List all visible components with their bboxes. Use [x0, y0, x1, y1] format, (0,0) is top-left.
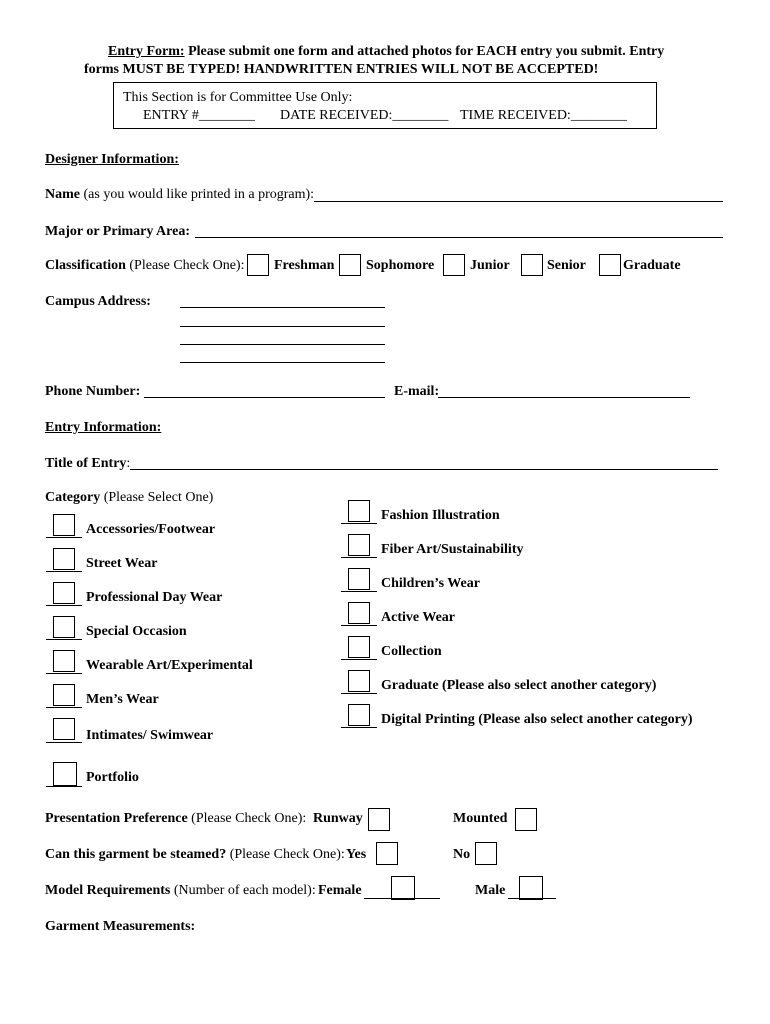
steam-label-row: [45, 847, 345, 863]
name-label: Name: [45, 187, 80, 202]
active-wear-underline: [341, 625, 377, 626]
graduate-category-underline: [341, 693, 377, 694]
collection-label: Collection: [381, 644, 442, 659]
committee-entry-number: ENTRY #________: [143, 108, 255, 123]
campus-address-line-3[interactable]: [180, 344, 385, 345]
entry-info-heading: Entry Information:: [45, 420, 162, 435]
portfolio-label: Portfolio: [86, 770, 139, 785]
graduate-checkbox[interactable]: [599, 254, 621, 276]
male-label: Male: [475, 883, 506, 898]
model-label-row: [45, 883, 316, 899]
campus-address-line-1[interactable]: [180, 307, 385, 308]
female-count-box[interactable]: [391, 876, 415, 900]
designer-info-heading: Designer Information:: [45, 152, 179, 167]
fiber-art-label: Fiber Art/Sustainability: [381, 542, 524, 557]
graduate-category-checkbox[interactable]: [348, 670, 370, 692]
committee-date-received: DATE RECEIVED:________: [280, 108, 449, 123]
presentation-hint: (Please Check One):: [187, 811, 307, 826]
female-count-underline: [364, 898, 440, 899]
special-occasion-label: Special Occasion: [86, 624, 187, 639]
title-of-entry-label: Title of Entry: [45, 456, 127, 471]
fashion-illustration-underline: [341, 523, 377, 524]
intimates-swimwear-checkbox[interactable]: [53, 718, 75, 740]
junior-checkbox[interactable]: [443, 254, 465, 276]
fiber-art-checkbox[interactable]: [348, 534, 370, 556]
form-title-label: Entry Form:: [108, 44, 185, 59]
name-field[interactable]: [314, 201, 723, 202]
freshman-checkbox[interactable]: [247, 254, 269, 276]
runway-checkbox[interactable]: [368, 808, 390, 831]
model-hint: (Number of each model):: [170, 883, 316, 898]
fashion-illustration-label: Fashion Illustration: [381, 508, 500, 523]
sophomore-label: Sophomore: [366, 258, 435, 273]
professional-day-wear-checkbox[interactable]: [53, 582, 75, 604]
active-wear-checkbox[interactable]: [348, 602, 370, 624]
wearable-art-underline: [46, 673, 82, 674]
phone-field[interactable]: [144, 397, 385, 398]
classification-hint: (Please Check One):: [125, 258, 245, 273]
portfolio-checkbox[interactable]: [53, 762, 77, 786]
accessories-checkbox[interactable]: [53, 514, 75, 536]
professional-day-wear-label: Professional Day Wear: [86, 590, 223, 605]
digital-printing-underline: [341, 727, 377, 728]
street-wear-checkbox[interactable]: [53, 548, 75, 570]
committee-time-received: TIME RECEIVED:________: [460, 108, 627, 123]
mens-wear-checkbox[interactable]: [53, 684, 75, 706]
campus-address-label: Campus Address:: [45, 294, 151, 309]
street-wear-label: Street Wear: [86, 556, 158, 571]
name-label-row: [45, 187, 314, 203]
steam-hint: (Please Check One):: [226, 847, 345, 862]
accessories-label: Accessories/Footwear: [86, 522, 216, 537]
category-hint: (Please Select One): [100, 490, 214, 505]
form-title-line2: forms MUST BE TYPED! HANDWRITTEN ENTRIES WILL NOT BE ACCEPTED!: [84, 62, 599, 77]
wearable-art-checkbox[interactable]: [53, 650, 75, 672]
mounted-label: Mounted: [453, 811, 508, 826]
senior-checkbox[interactable]: [521, 254, 543, 276]
digital-printing-checkbox[interactable]: [348, 704, 370, 726]
junior-label: Junior: [470, 258, 510, 273]
senior-label: Senior: [547, 258, 586, 273]
presentation-label-row: [45, 811, 306, 827]
intimates-swimwear-underline: [46, 742, 82, 743]
special-occasion-checkbox[interactable]: [53, 616, 75, 638]
campus-address-line-2[interactable]: [180, 326, 385, 327]
committee-use-box: [113, 82, 657, 129]
classification-label-row: [45, 258, 244, 274]
runway-label: Runway: [313, 811, 363, 826]
childrens-wear-checkbox[interactable]: [348, 568, 370, 590]
title-of-entry-field[interactable]: [130, 469, 718, 470]
childrens-wear-label: Children’s Wear: [381, 576, 480, 591]
accessories-underline: [46, 537, 82, 538]
mens-wear-label: Men’s Wear: [86, 692, 159, 707]
fashion-illustration-checkbox[interactable]: [348, 500, 370, 522]
steam-no-checkbox[interactable]: [475, 842, 497, 865]
female-label: Female: [318, 883, 362, 898]
portfolio-underline: [46, 786, 82, 787]
category-label: Category: [45, 490, 101, 505]
active-wear-label: Active Wear: [381, 610, 455, 625]
professional-day-wear-underline: [46, 605, 82, 606]
form-title: [84, 43, 684, 79]
childrens-wear-underline: [341, 591, 377, 592]
campus-address-line-4[interactable]: [180, 362, 385, 363]
intimates-swimwear-label: Intimates/ Swimwear: [86, 728, 214, 743]
committee-title: This Section is for Committee Use Only:: [123, 90, 353, 105]
mounted-checkbox[interactable]: [515, 808, 537, 831]
email-label: E-mail:: [394, 384, 440, 399]
male-count-underline: [508, 898, 556, 899]
steam-no-label: No: [453, 847, 471, 862]
male-count-box[interactable]: [519, 876, 543, 900]
special-occasion-underline: [46, 639, 82, 640]
title-of-entry-row: [45, 456, 130, 472]
model-label: Model Requirements: [45, 883, 171, 898]
major-field[interactable]: [195, 237, 723, 238]
graduate-category-label: Graduate (Please also select another category): [381, 678, 657, 693]
steam-yes-label: Yes: [346, 847, 367, 862]
wearable-art-label: Wearable Art/Experimental: [86, 658, 253, 673]
category-label-row: [45, 490, 213, 506]
classification-label: Classification: [45, 258, 126, 273]
freshman-label: Freshman: [274, 258, 335, 273]
digital-printing-label: Digital Printing (Please also select another category): [381, 712, 693, 727]
steam-label: Can this garment be steamed?: [45, 847, 227, 862]
name-hint: (as you would like printed in a program):: [80, 187, 315, 202]
collection-underline: [341, 659, 377, 660]
collection-checkbox[interactable]: [348, 636, 370, 658]
steam-yes-checkbox[interactable]: [376, 842, 398, 865]
graduate-label: Graduate: [623, 258, 681, 273]
presentation-label: Presentation Preference: [45, 811, 188, 826]
title-of-entry-colon: :: [126, 456, 131, 471]
email-field[interactable]: [438, 397, 690, 398]
major-label: Major or Primary Area:: [45, 224, 191, 239]
form-title-line1: Please submit one form and attached photos for EACH entry you submit. Entry: [184, 44, 665, 59]
mens-wear-underline: [46, 707, 82, 708]
garment-measurements-label: Garment Measurements:: [45, 919, 196, 934]
sophomore-checkbox[interactable]: [339, 254, 361, 276]
street-wear-underline: [46, 571, 82, 572]
phone-label: Phone Number:: [45, 384, 141, 399]
fiber-art-underline: [341, 557, 377, 558]
